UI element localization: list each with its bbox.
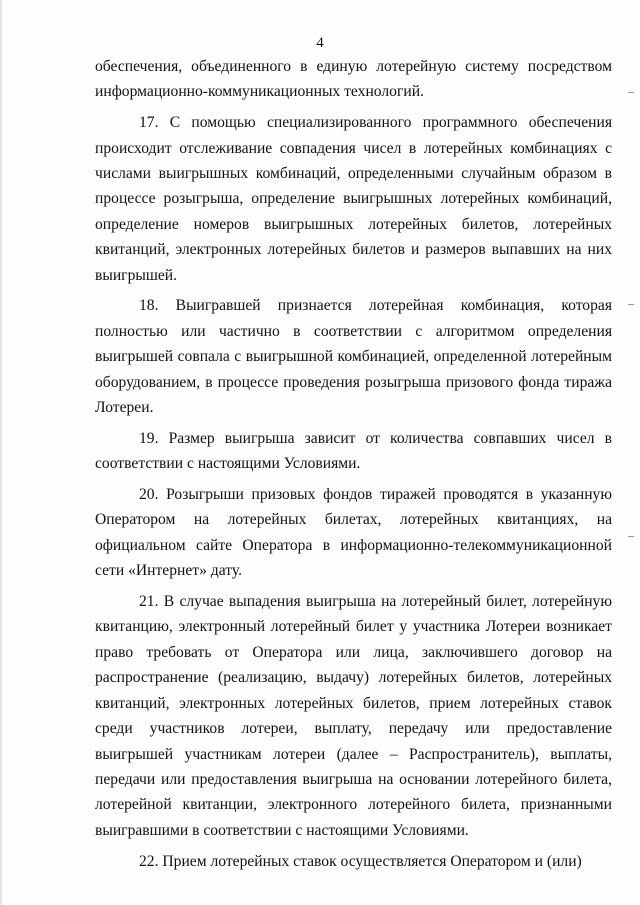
paragraph-22: 22. Прием лотерейных ставок осуществляется Оператором и (или) [139,852,582,870]
scan-mark [628,304,634,305]
paragraph-17: 17. С помощью специализированного программного обеспечения происходит отслеживание совпадения чисел в лотерейных комбинациях с числами выигрышных комбинаций, определенными случайным образом в процессе розыгрыша, определение выигрышных лотерейных комбинаций, определение номеров выигрышных лотерейных билетов, лотерейных квитанций, электронных лотерейных билетов и размеров выпавших на них выигрышей. [95,114,612,284]
paragraph-continuation: обеспечения, объединенного в единую лотерейную систему посредством информационно-коммуникационных технологий. [95,58,612,101]
page-number: 4 [316,35,324,51]
paragraph-19: 19. Размер выигрыша зависит от количества совпавших чисел в соответствии с настоящими Условиями. [95,429,612,473]
paragraph-21: 21. В случае выпадения выигрыша на лотерейный билет, лотерейную квитанцию, электронный лотерейный билет у участника Лотереи возникает право требовать от Оператора или лица, заключившего договор на распространение (реализацию, выдачу) лотерейных билетов, лотерейных квитанций, электронных лотерейных билетов, прием лотерейных ставок среди участников лотереи, выплату, передачу или предоставление выигрышей участникам лотереи (далее – Распространитель), выплаты, передачи или предоставления выигрыша на основании лотерейного билета, лотерейной квитанции, электронного лотерейного билета, признанными выигравшими в соответствии с настоящими Условиями. [95,593,612,839]
paragraph-20: 20. Розыгрыши призовых фондов тиражей проводятся в указанную Оператором на лотерейных билетах, лотерейных квитанциях, на официальном сайте Оператора в информационно-телекоммуникационной сети «Интернет» дату. [95,486,612,580]
scan-edge-shadow [0,0,2,905]
document-body [95,54,612,879]
scan-mark [628,536,634,537]
paragraph-18: 18. Выигравшей признается лотерейная комбинация, которая полностью или частично в соответствии с алгоритмом определения выигрышей совпала с выигрышной комбинацией, определенной лотерейным оборудованием, в процессе проведения розыгрыша призового фонда тиража Лотереи. [95,297,612,417]
scan-mark [628,92,634,93]
